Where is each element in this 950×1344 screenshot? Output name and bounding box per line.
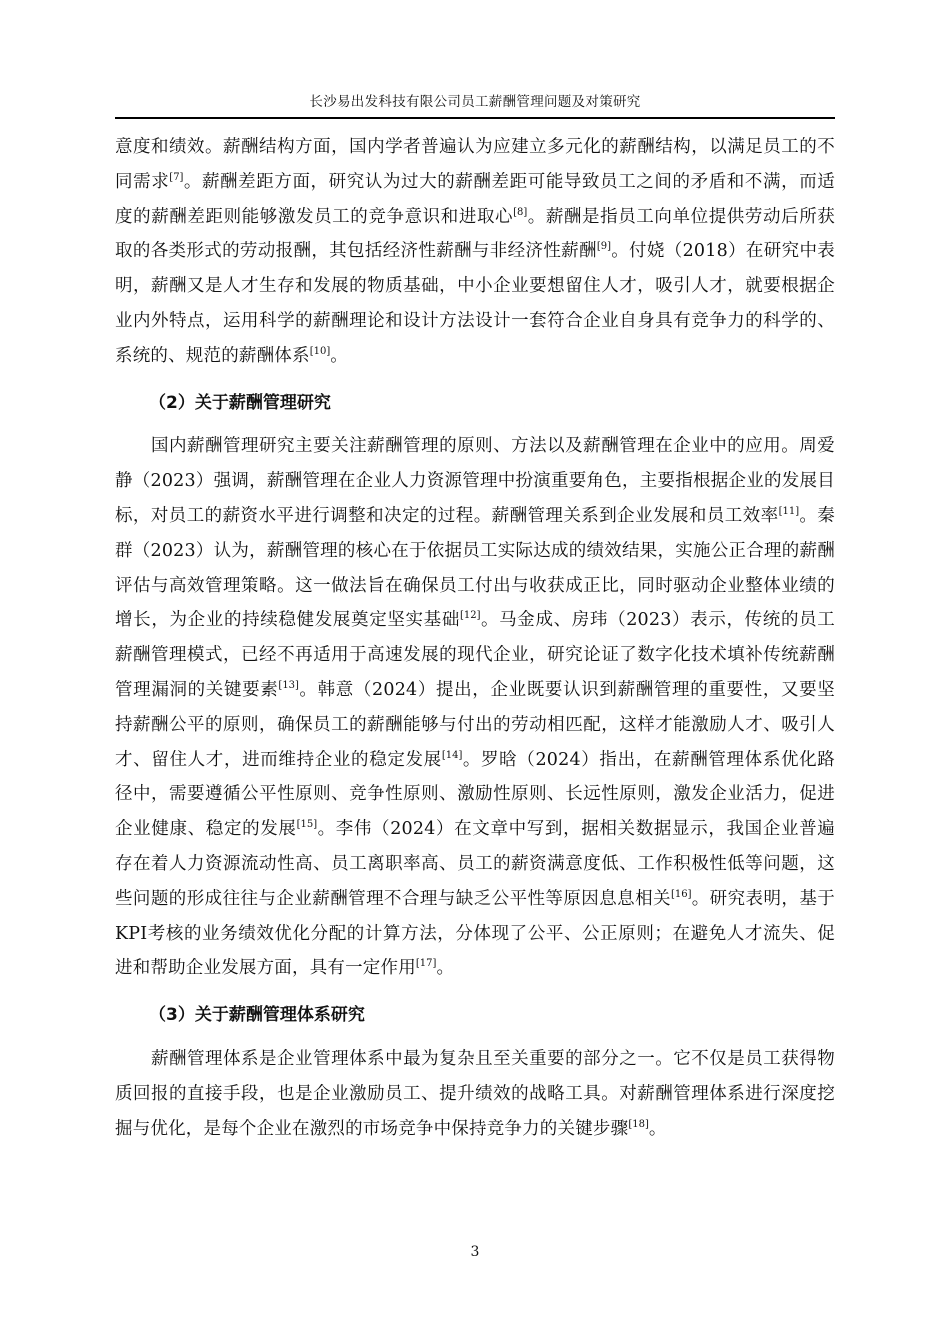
text-run: 国内薪酬管理研究主要关注薪酬管理的原则、方法以及薪酬管理在企业中的应用。周爱静（2023）强调，薪酬管理在企业人力资源管理中扮演重要角色，主要指根据企业的发展目标，对员工的薪资水平进行调整和决定的过程。薪酬管理关系到企业发展和员工效率 [115,436,835,526]
text-run: 薪酬管理体系是企业管理体系中最为复杂且至关重要的部分之一。它不仅是员工获得物质回报的直接手段，也是企业激励员工、提升绩效的战略工具。对薪酬管理体系进行深度挖掘与优化，是每个企业在激烈的市场竞争中保持竞争力的关键步骤 [115,1048,835,1139]
text-run: 。罗晗（2024）指出，在薪酬管理体系优化路径中，需要遵循公平性原则、竞争性原则、激励性原则、长远性原则，激发企业活力，促进企业健康、稳定的发展 [115,749,835,840]
body-paragraph-1 [115,130,835,374]
spacer [115,374,835,386]
text-run: 。秦群（2023）认为，薪酬管理的核心在于依据员工实际达成的绩效结果，实施公正合理的薪酬评估与高效管理策略。这一做法旨在确保员工付出与收获成正比，同时驱动企业整体业绩的增长，为企业的持续稳健发展奠定坚实基础 [115,505,835,631]
citation-marker: [14] [441,749,463,761]
text-run: 。薪酬差距方面，研究认为过大的薪酬差距可能导致员工之间的矛盾和不满，而适度的薪酬差距则能够激发员工的竞争意识和进取心 [115,171,835,227]
body-paragraph-3 [115,1042,835,1146]
text-run: 。 [330,345,348,366]
text-run: 。 [648,1118,667,1139]
body-paragraph-2 [115,429,835,986]
citation-marker: [8] [513,206,528,218]
spacer [115,420,835,429]
citation-marker: [9] [596,241,612,253]
document-body [115,130,835,1146]
text-run: 。 [436,958,455,979]
spacer [115,1033,835,1042]
citation-marker: [12] [459,610,481,622]
spacer [115,986,835,998]
citation-marker: [17] [415,958,437,970]
text-run: 。付娆（2018）在研究中表明，薪酬又是人才生存和发展的物质基础，中小企业要想留住人才，吸引人才，就要根据企业内外特点，运用科学的薪酬理论和设计方法设计一套符合企业自身具有竞争力的科学的、系统的、规范的薪酬体系 [115,241,835,366]
citation-marker: [10] [309,345,331,357]
text-run: 。研究表明，基于KPI考核的业务绩效优化分配的计算方法，分体现了公平、公正原则；在避免人才流失、促进和帮助企业发展方面，具有一定作用 [115,888,835,979]
citation-marker: [13] [278,679,299,691]
text-run: 。马金成、房玮（2023）表示，传统的员工薪酬管理模式，已经不再适用于高速发展的现代企业，研究论证了数字化技术填补传统薪酬管理漏洞的关键要素 [115,610,835,700]
citation-marker: [15] [296,819,318,831]
citation-marker: [11] [778,505,800,517]
header-divider [115,117,835,119]
section-heading-2: （2）关于薪酬管理研究 [149,392,331,413]
citation-marker: [18] [628,1118,649,1130]
citation-marker: [16] [670,888,692,900]
citation-marker: [7] [169,171,184,183]
section-heading-3: （3）关于薪酬管理体系研究 [149,1005,365,1026]
text-run: 。薪酬是指员工向单位提供劳动后所获取的各类形式的劳动报酬，其包括经济性薪酬与非经济性薪酬 [115,206,835,262]
running-header: 长沙易出发科技有限公司员工薪酬管理问题及对策研究 [309,94,641,110]
text-run: 。李伟（2024）在文章中写到，据相关数据显示，我国企业普遍存在着人力资源流动性高、员工离职率高、员工的薪资满意度低、工作积极性低等问题，这些问题的形成往往与企业薪酬管理不合理与缺乏公平性等原因息息相关 [115,819,835,909]
text-run: 。韩意（2024）提出，企业既要认识到薪酬管理的重要性，又要坚持薪酬公平的原则，确保员工的薪酬能够与付出的劳动相匹配，这样才能激励人才、吸引人才、留住人才，进而维持企业的稳定发展 [115,679,835,770]
text-run: 意度和绩效。薪酬结构方面，国内学者普遍认为应建立多元化的薪酬结构，以满足员工的不同需求 [115,137,835,192]
page-number: 3 [470,1244,480,1260]
